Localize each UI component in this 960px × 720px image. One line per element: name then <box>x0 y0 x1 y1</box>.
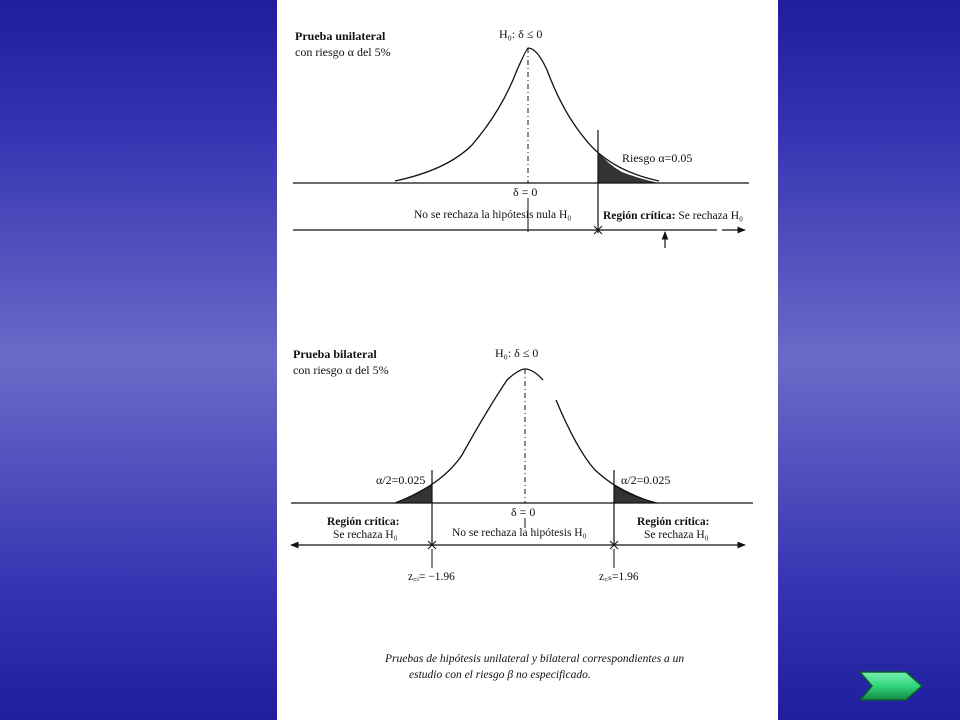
bottom-curve-right <box>556 400 657 503</box>
top-subtitle: con riesgo α del 5% <box>295 45 391 59</box>
top-risk-label: Riesgo α=0.05 <box>622 151 693 165</box>
document-page <box>277 0 778 720</box>
bottom-subtitle: con riesgo α del 5% <box>293 363 389 377</box>
bottom-z-right: z꜀ₛ=1.96 <box>599 571 639 583</box>
top-title: Prueba unilateral <box>295 29 386 43</box>
caption-line-2: estudio con el riesgo β no especificado. <box>409 669 591 681</box>
top-h0-label: H₀: δ ≤ 0 <box>499 27 543 41</box>
bottom-no-reject-label: No se rechaza la hipótesis H₀ <box>452 527 587 539</box>
bottom-alpha-left: α/2=0.025 <box>376 473 426 487</box>
top-critical-label: Región crítica: Se rechaza H₀ <box>603 210 744 222</box>
bottom-critical-left-title: Región crítica: <box>327 516 400 528</box>
top-no-reject-label: No se rechaza la hipótesis nula H₀ <box>414 209 572 221</box>
hypothesis-test-figure <box>277 0 778 720</box>
bottom-alpha-right: α/2=0.025 <box>621 473 671 487</box>
bottom-h0-label: H₀: δ ≤ 0 <box>495 346 539 360</box>
top-normal-curve <box>395 48 659 181</box>
bottom-delta-label: δ = 0 <box>511 505 536 519</box>
bottom-critical-left-sub: Se rechaza H₀ <box>333 529 398 541</box>
bottom-z-left: z꜀ᵢ= −1.96 <box>408 571 455 583</box>
top-delta-label: δ = 0 <box>513 185 538 199</box>
bottom-title: Prueba bilateral <box>293 347 377 361</box>
bottom-critical-right-title: Región crítica: <box>637 516 710 528</box>
bottom-critical-right-sub: Se rechaza H₀ <box>644 529 709 541</box>
next-arrow-icon <box>858 670 926 702</box>
next-slide-button[interactable] <box>858 670 926 702</box>
caption-line-1: Pruebas de hipótesis unilateral y bilateral correspondientes a un <box>385 653 685 665</box>
